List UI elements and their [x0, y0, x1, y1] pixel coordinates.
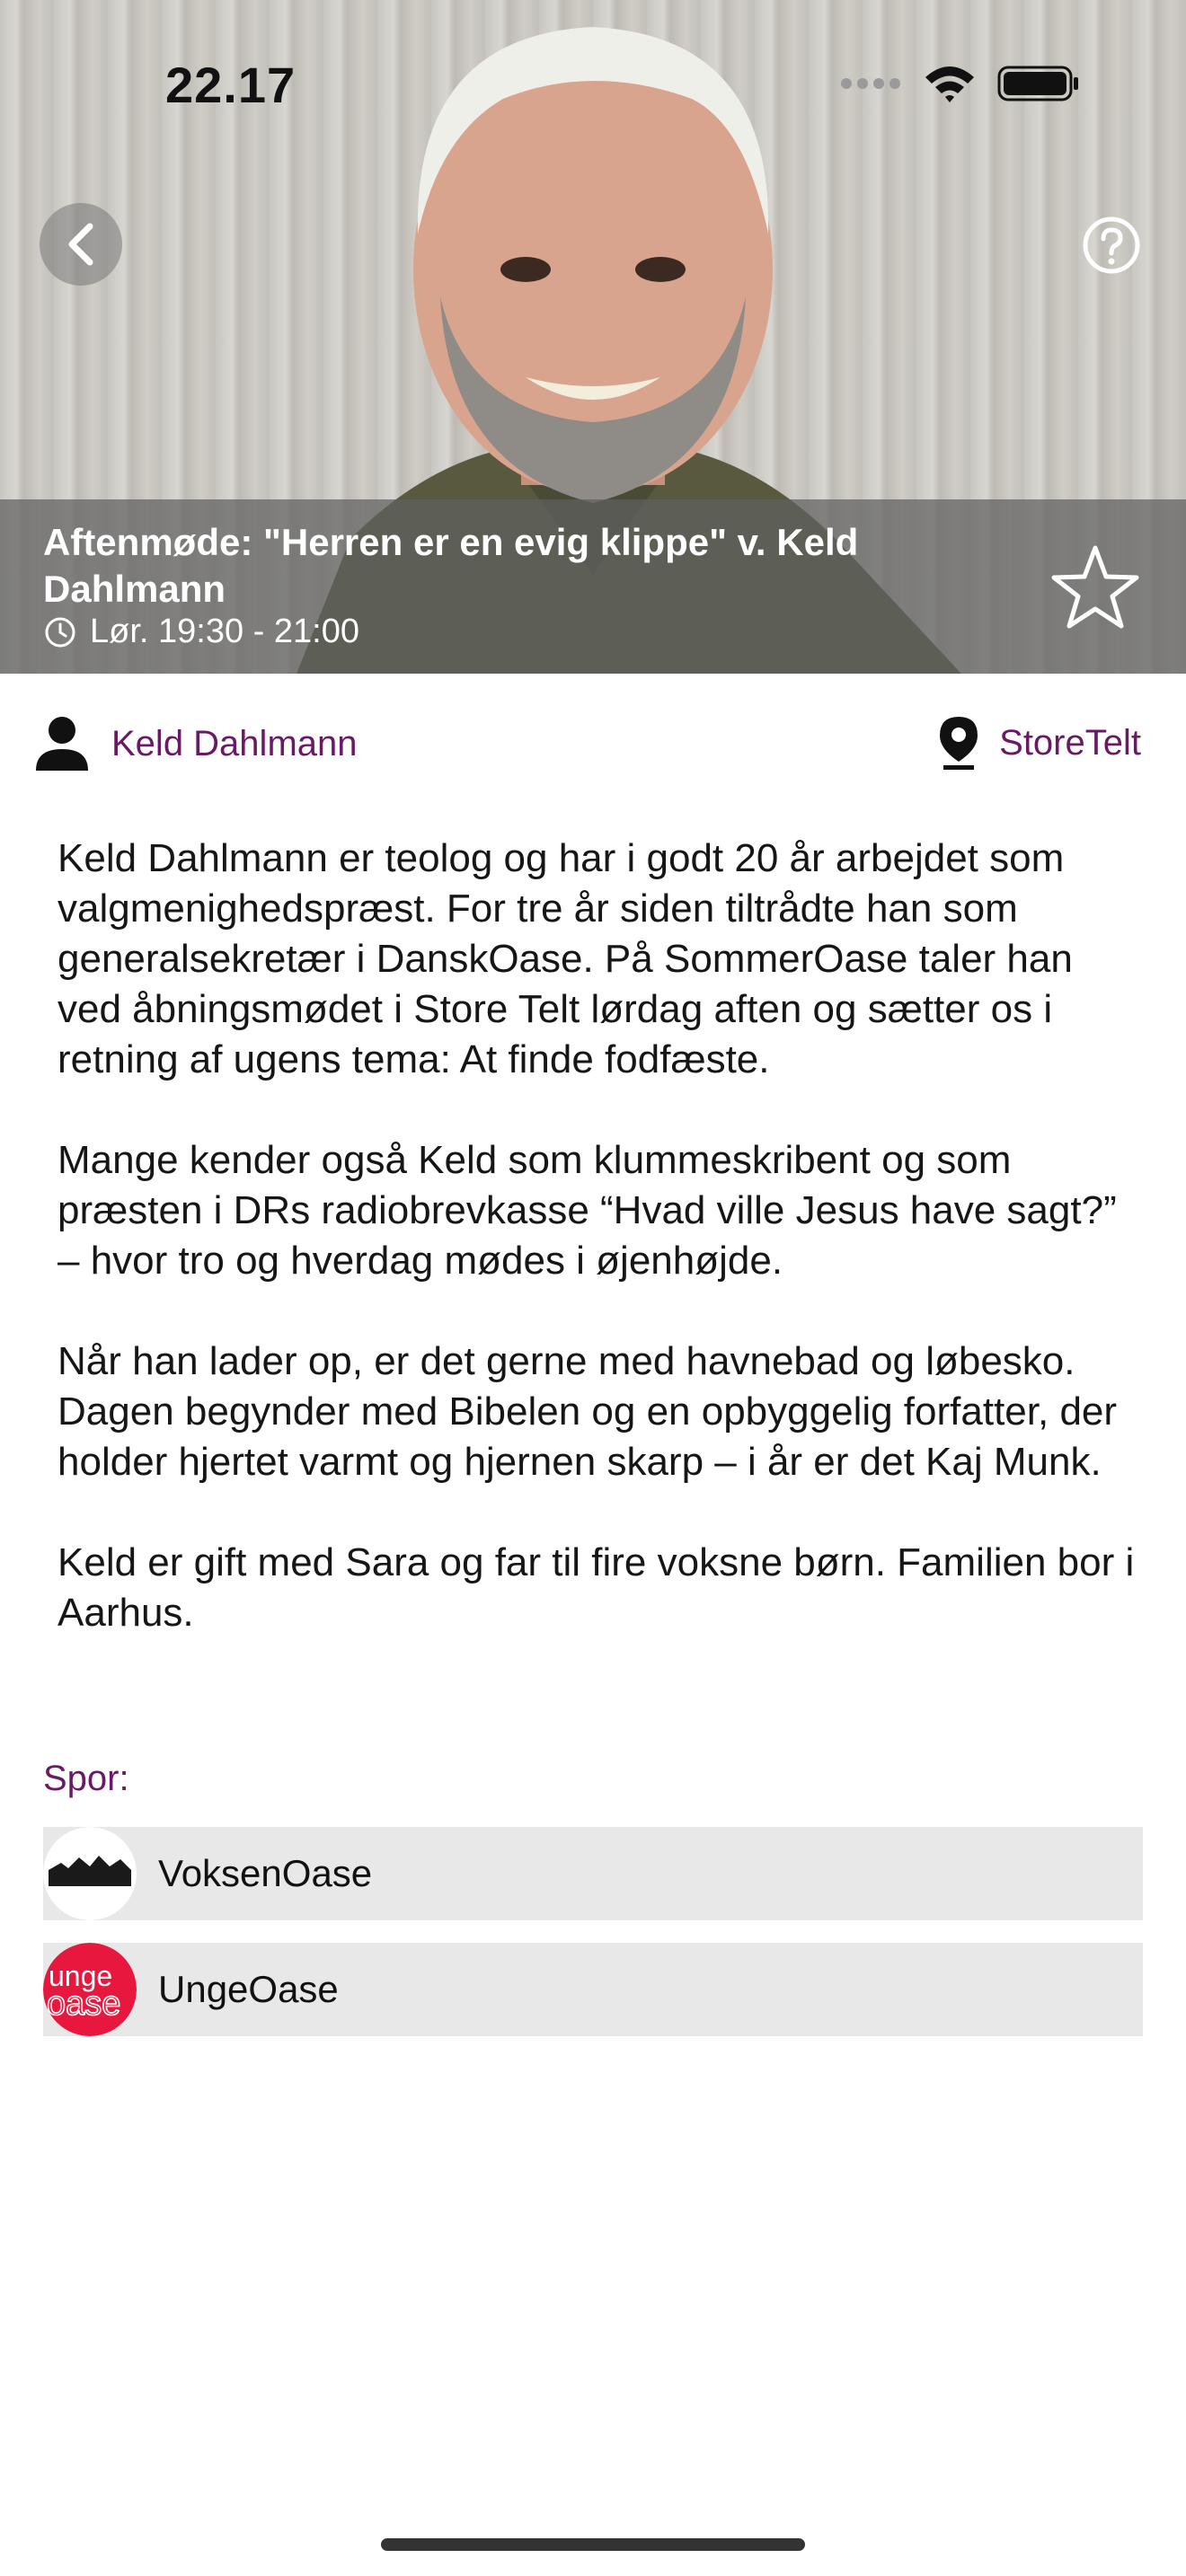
status-icons	[839, 63, 1080, 104]
description-paragraph: Keld Dahlmann er teolog og har i godt 20 år arbejdet som valgmenighedspræst. For tre år siden tiltrådte han som generalsekretær i DanskOase. På SommerOase taler han ved åbningsmødet i Store Telt lørdag aften og sætter os i retning af ugens tema: At finde fodfæste.	[58, 836, 1073, 1081]
tracks-heading: Spor:	[43, 1759, 129, 1798]
back-chevron-icon	[63, 221, 99, 268]
event-meta	[0, 701, 1186, 787]
status-time: 22.17	[165, 57, 296, 113]
help-icon[interactable]	[1080, 214, 1143, 277]
event-title: Aftenmøde: "Herren er en evig klippe" v. Keld Dahlmann	[43, 521, 859, 610]
track-item-voksenoase[interactable]	[43, 1827, 1143, 1920]
battery-icon	[997, 64, 1080, 103]
ungeoase-logo	[43, 1943, 137, 2036]
event-time-label: Lør. 19:30 - 21:00	[90, 613, 359, 650]
home-indicator[interactable]	[381, 2538, 805, 2551]
wifi-icon	[922, 63, 978, 104]
description-paragraph: Keld er gift med Sara og far til fire voksne børn. Familien bor i Aarhus.	[58, 1540, 1135, 1635]
event-time	[43, 613, 359, 651]
location-link[interactable]	[938, 715, 1141, 771]
ungeoase-logo-top: unge	[49, 1960, 113, 1992]
speaker-link[interactable]	[34, 715, 358, 772]
person-icon	[34, 715, 90, 772]
track-item-ungeoase[interactable]	[43, 1943, 1143, 2036]
back-button[interactable]	[40, 203, 122, 286]
cellular-icon	[839, 75, 902, 93]
event-description	[58, 834, 1136, 1689]
clock-icon	[43, 615, 77, 649]
star-outline-icon[interactable]	[1046, 539, 1145, 638]
voksenoase-logo	[43, 1827, 137, 1920]
hero-image	[0, 0, 1186, 674]
location-name: StoreTelt	[999, 722, 1141, 763]
description-paragraph: Mange kender også Keld som klummeskribent og som præsten i DRs radiobrevkasse “Hvad ville Jesus have sagt?” – hvor tro og hverdag mødes i øjenhøjde.	[58, 1138, 1117, 1283]
track-label: VoksenOase	[158, 1852, 373, 1894]
speaker-name: Keld Dahlmann	[111, 723, 358, 763]
description-paragraph: Når han lader op, er det gerne med havnebad og løbesko. Dagen begynder med Bibelen og en opbyggelig forfatter, der holder hjertet varmt og hjernen skarp – i år er det Kaj Munk.	[58, 1339, 1118, 1484]
ungeoase-logo-bottom: oase	[47, 1985, 121, 2023]
location-pin-icon	[938, 715, 979, 771]
track-label: UngeOase	[158, 1968, 339, 2010]
status-bar	[0, 0, 1186, 171]
